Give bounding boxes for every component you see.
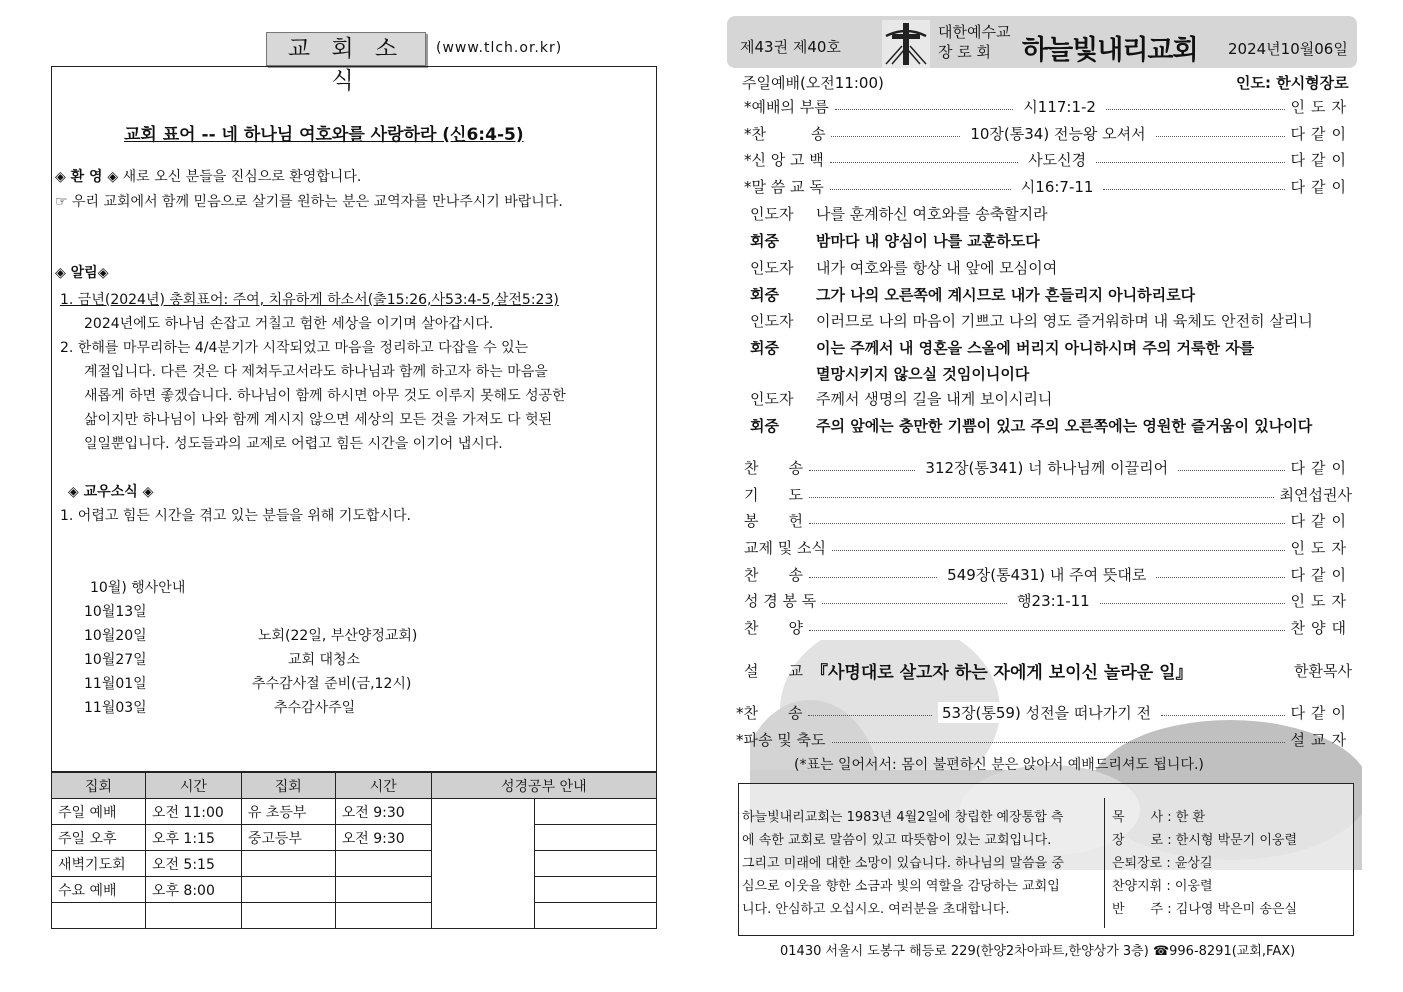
schedule-cell: 오전 11:00 [145, 799, 241, 825]
order-detail: 10장(통34) 전능왕 오셔서 [966, 123, 1149, 144]
sermon-preacher: 한환목사 [1294, 661, 1352, 680]
leader-dots [1100, 603, 1285, 604]
schedule-cell: 중고등부 [241, 825, 335, 851]
order-label: 교제 및 소식 [744, 538, 826, 557]
worship-order-item [744, 174, 1352, 198]
members-heading: ◈ 교우소식 ◈ [68, 484, 154, 500]
leader-dots [1096, 162, 1284, 163]
order-label: *찬 송 [736, 703, 803, 722]
service-time: 주일예배(오전11:00) [742, 74, 884, 92]
reader-role: 회중 [750, 339, 779, 357]
volume-number: 제43권 제40호 [740, 38, 841, 56]
notice-item-2-line-3: 새롭게 하면 좋겠습니다. 하나님이 함께 하시면 아무 것도 이루지 못해도 성공한 [84, 388, 566, 404]
reader-role: 인도자 [750, 205, 794, 223]
schedule-header: 집회 [241, 773, 335, 799]
reading-text: 주의 앞에는 충만한 기쁨이 있고 주의 오른쪽에는 영원한 즐거움이 있나이다 [816, 417, 1313, 435]
responsive-reading-line [750, 257, 1057, 278]
responsive-reading-line [750, 363, 1029, 384]
responsive-reading-line [750, 415, 1312, 436]
responsive-reading-line [750, 230, 1040, 251]
welcome-line [55, 166, 361, 186]
info-divider [1104, 798, 1105, 928]
welcome-text: 새로 오신 분들을 진심으로 환영합니다. [122, 169, 362, 185]
responsive-reading-line [750, 203, 1048, 224]
schedule-cell: 주일 예배 [52, 799, 146, 825]
church-motto: 교회 표어 -- 네 하나님 여호와를 사랑하라 (신6:4-5) [124, 125, 524, 145]
leader-dots [832, 742, 1285, 743]
staff-line: 찬양지휘 : 이웅렬 [1112, 879, 1213, 894]
bulletin-date: 2024년10월06일 [1228, 40, 1348, 58]
staff-line: 반 주 : 김나영 박은미 송은실 [1112, 902, 1298, 917]
reader-role: 회중 [750, 286, 779, 304]
schedule-cell: 오후 8:00 [145, 877, 241, 903]
staff-line: 은퇴장로 : 윤상길 [1112, 856, 1213, 871]
schedule-row [52, 903, 657, 929]
notice-item-1: 1. 금년(2024년) 총회표어: 주여, 치유하게 하소서(출15:26,사53:4-5,살전5:23) [60, 292, 559, 308]
leader-dots [1156, 577, 1284, 578]
event-date: 10월27일 [84, 652, 147, 668]
order-detail: 53장(통59) 성전을 떠나가기 전 [938, 702, 1155, 723]
order-label: 찬 양 [744, 618, 803, 637]
responsive-reading-line [750, 337, 1254, 358]
schedule-cell [145, 903, 241, 929]
worship-order-item [736, 700, 1352, 724]
reader-role: 회중 [750, 417, 779, 435]
reading-text: 그가 나의 오른쪽에 계시므로 내가 흔들리지 아니하리로다 [816, 286, 1196, 304]
schedule-cell [335, 877, 431, 903]
responsive-reading-line [750, 284, 1195, 305]
leader-dots [822, 603, 1007, 604]
leader-dots [809, 577, 937, 578]
event-date: 11월01일 [84, 676, 147, 692]
order-person: 다같이 [1290, 565, 1353, 584]
schedule-cell [241, 903, 335, 929]
schedule-cell: 주일 오후 [52, 825, 146, 851]
reader-role: 인도자 [750, 312, 794, 330]
schedule-cell [52, 903, 146, 929]
sermon-title: 『사명대로 살고자 하는 자에게 보이신 놀라운 일』 [810, 662, 1193, 683]
order-person: 다같이 [1290, 150, 1352, 169]
worship-order-item [744, 121, 1352, 145]
worship-order-item [744, 455, 1352, 479]
schedule-cell: 오전 9:30 [335, 825, 431, 851]
schedule-header: 시간 [145, 773, 241, 799]
order-detail: 사도신경 [1024, 149, 1090, 170]
worship-order-item [744, 482, 1352, 506]
notice-item-2-line-2: 계절입니다. 다른 것은 다 제쳐두고서라도 하나님과 함께 하고자 하는 마음을 [84, 364, 548, 380]
reading-text: 나를 훈계하신 여호와를 송축할지라 [816, 205, 1048, 223]
order-label: 찬 송 [744, 458, 803, 477]
schedule-cell: 오전 9:30 [335, 799, 431, 825]
order-detail: 312장(통341) 너 하나님께 이끌리어 [921, 457, 1172, 478]
leader-dots [835, 109, 1014, 110]
schedule-cell: 오후 1:15 [145, 825, 241, 851]
order-label: *찬 송 [744, 124, 826, 143]
intro-line: 그리고 미래에 대한 소망이 있습니다. 하나님의 말씀을 중 [742, 856, 1064, 871]
study-cell [535, 877, 657, 903]
worship-order-item [744, 588, 1352, 612]
order-label: 봉 헌 [744, 511, 803, 530]
event-date: 10월20일 [84, 628, 147, 644]
schedule-row [52, 825, 657, 851]
study-cell [535, 903, 657, 929]
order-person: 인도자 [1290, 538, 1352, 557]
order-label: *파송 및 축도 [736, 730, 826, 749]
intro-line: 에 속한 교회로 말씀이 있고 따뜻함이 있는 교회입니다. [742, 833, 1052, 848]
church-introduction [742, 806, 1102, 921]
order-person: 다같이 [1290, 458, 1353, 477]
leader-dots [1156, 136, 1285, 137]
schedule-cell [241, 877, 335, 903]
reading-text: 밤마다 내 양심이 나를 교훈하도다 [816, 232, 1040, 250]
order-person: 찬양대 [1290, 618, 1352, 637]
welcome-heading: ◈ 환 영 ◈ [55, 169, 119, 185]
order-person: 인도자 [1290, 591, 1352, 610]
reading-text: 이는 주께서 내 영혼을 스올에 버리지 아니하시며 주의 거룩한 자를 [816, 339, 1255, 357]
intro-line: 심으로 이웃을 향한 소금과 빛의 역할을 감당하는 교회입 [742, 879, 1060, 894]
schedule-cell [241, 851, 335, 877]
leader-dots [1161, 715, 1284, 716]
leader-dots [831, 136, 960, 137]
notice-item-2: 2. 한해를 마무리하는 4/4분기가 시작되었고 마음을 정리하고 다잡을 수 있는 [60, 340, 529, 356]
church-name: 하늘빛내리교회 [1022, 35, 1198, 66]
reader-role: 회중 [750, 232, 779, 250]
notice-item-2-line-4: 삶이지만 하나님이 나와 함께 계시지 않으면 세상의 모든 것을 가져도 다 헛된 [84, 412, 553, 428]
schedule-header: 시간 [335, 773, 431, 799]
schedule-cell: 수요 예배 [52, 877, 146, 903]
event-desc: 교회 대청소 [288, 652, 361, 668]
order-detail: 행23:1-11 [1013, 590, 1094, 611]
order-person: 최연섭권사 [1279, 485, 1352, 504]
denomination [938, 22, 1010, 62]
reading-text: 이러므로 나의 마음이 기쁘고 나의 영도 즐거워하며 내 육체도 안전히 살리니 [816, 312, 1313, 330]
order-person: 다같이 [1290, 177, 1352, 196]
schedule-header: 성경공부 안내 [431, 773, 656, 799]
church-address: 01430 서울시 도봉구 해등로 229(한양2차아파트,한양상가 3층) ☎996-8291(교회,FAX) [780, 944, 1296, 959]
order-person: 다같이 [1290, 703, 1352, 722]
event-desc: 추수감사절 준비(금,12시) [252, 676, 412, 692]
leader-dots [809, 497, 1274, 498]
study-cell [535, 825, 657, 851]
leader-dots [830, 189, 1011, 190]
denomination-line-2: 장 로 회 [938, 43, 992, 61]
denomination-line-1: 대한예수교 [938, 23, 1011, 41]
study-cell [535, 799, 657, 825]
leader-dots [1103, 189, 1284, 190]
notice-item-1-detail: 2024년에도 하나님 손잡고 거칠고 험한 세상을 이기며 살아갑시다. [84, 316, 494, 332]
schedule-row [52, 877, 657, 903]
worship-order-item [744, 535, 1352, 559]
leader-dots [830, 162, 1018, 163]
responsive-reading-line [750, 388, 1052, 409]
reading-text: 내가 여호와를 항상 내 앞에 모심이여 [816, 259, 1058, 277]
leader-dots [1178, 470, 1284, 471]
order-label: *신 앙 고 백 [744, 150, 824, 169]
church-url: (www.tlch.or.kr) [436, 40, 563, 56]
event-date: 10월13일 [84, 604, 147, 620]
staff-line: 목 사 : 한 환 [1112, 810, 1206, 825]
church-cross-logo [882, 20, 930, 68]
worship-order-item [744, 615, 1352, 639]
order-person: 다같이 [1290, 511, 1352, 530]
event-desc: 노회(22일, 부산양정교회) [258, 628, 418, 644]
staff-line: 장 로 : 한시형 박문기 이웅렬 [1112, 833, 1298, 848]
schedule-table [51, 772, 657, 929]
schedule-cell [335, 851, 431, 877]
event-desc: 추수감사주일 [274, 700, 356, 716]
notice-item-2-line-5: 일일뿐입니다. 성도들과의 교제로 어렵고 힘든 시간을 이기어 냅시다. [84, 436, 503, 452]
order-detail: 시117:1-2 [1019, 96, 1100, 117]
order-person: 설교자 [1290, 730, 1352, 749]
standing-note: (*표는 일어서서: 몸이 불편하신 분은 앉아서 예배드리셔도 됩니다.) [794, 757, 1204, 773]
schedule-header-row [52, 773, 657, 799]
order-person: 인도자 [1290, 97, 1353, 116]
reading-text: 주께서 생명의 길을 내게 보이시리니 [816, 390, 1053, 408]
reader-role: 인도자 [750, 390, 794, 408]
study-cell [431, 799, 535, 929]
order-label: *예배의 부름 [744, 97, 829, 116]
schedule-cell: 오전 5:15 [145, 851, 241, 877]
schedule-row [52, 851, 657, 877]
leader-dots [808, 715, 931, 716]
leader-dots [809, 523, 1285, 524]
worship-order-item [744, 562, 1352, 586]
service-leader: 인도: 한시형장로 [1236, 74, 1349, 92]
reading-text: 멸망시키지 않으실 것임이니이다 [816, 365, 1030, 383]
leader-dots [1106, 109, 1285, 110]
welcome-line-2: ☞ 우리 교회에서 함께 믿음으로 살기를 원하는 분은 교역자를 만나주시기 바랍니다. [55, 194, 563, 210]
schedule-cell [335, 903, 431, 929]
news-title: 교 회 소 식 [266, 32, 426, 66]
schedule-row [52, 799, 657, 825]
members-item-1: 1. 어렵고 힘든 시간을 겪고 있는 분들을 위해 기도합시다. [60, 508, 411, 524]
schedule-cell: 새벽기도회 [52, 851, 146, 877]
leader-dots [809, 470, 915, 471]
schedule-header: 집회 [52, 773, 146, 799]
sermon-line [744, 658, 1352, 682]
sermon-label: 설 교 [744, 661, 803, 680]
worship-order-item [736, 727, 1352, 751]
order-detail: 시16:7-11 [1017, 176, 1098, 197]
church-staff [1112, 806, 1297, 921]
order-label: 찬 송 [744, 565, 803, 584]
study-cell [535, 851, 657, 877]
leader-dots [832, 550, 1285, 551]
leader-dots [809, 630, 1285, 631]
order-label: *말 씀 교 독 [744, 177, 824, 196]
responsive-reading-line [750, 310, 1313, 331]
reader-role: 인도자 [750, 259, 794, 277]
order-label: 성 경 봉 독 [744, 591, 817, 610]
order-detail: 549장(통431) 내 주여 뜻대로 [943, 564, 1150, 585]
intro-line: 하늘빛내리교회는 1983년 4월2일에 창립한 예장통합 측 [742, 810, 1064, 825]
order-person: 다같이 [1290, 124, 1352, 143]
worship-order-item [744, 94, 1352, 118]
order-label: 기 도 [744, 485, 803, 504]
worship-order-item [744, 508, 1352, 532]
schedule-cell: 유 초등부 [241, 799, 335, 825]
events-heading: 10월) 행사안내 [90, 580, 186, 596]
intro-line: 니다. 안심하고 오십시오. 여러분을 초대합니다. [742, 902, 1010, 917]
worship-order-item [744, 147, 1352, 171]
event-date: 11월03일 [84, 700, 147, 716]
notice-heading: ◈ 알림◈ [55, 265, 109, 281]
